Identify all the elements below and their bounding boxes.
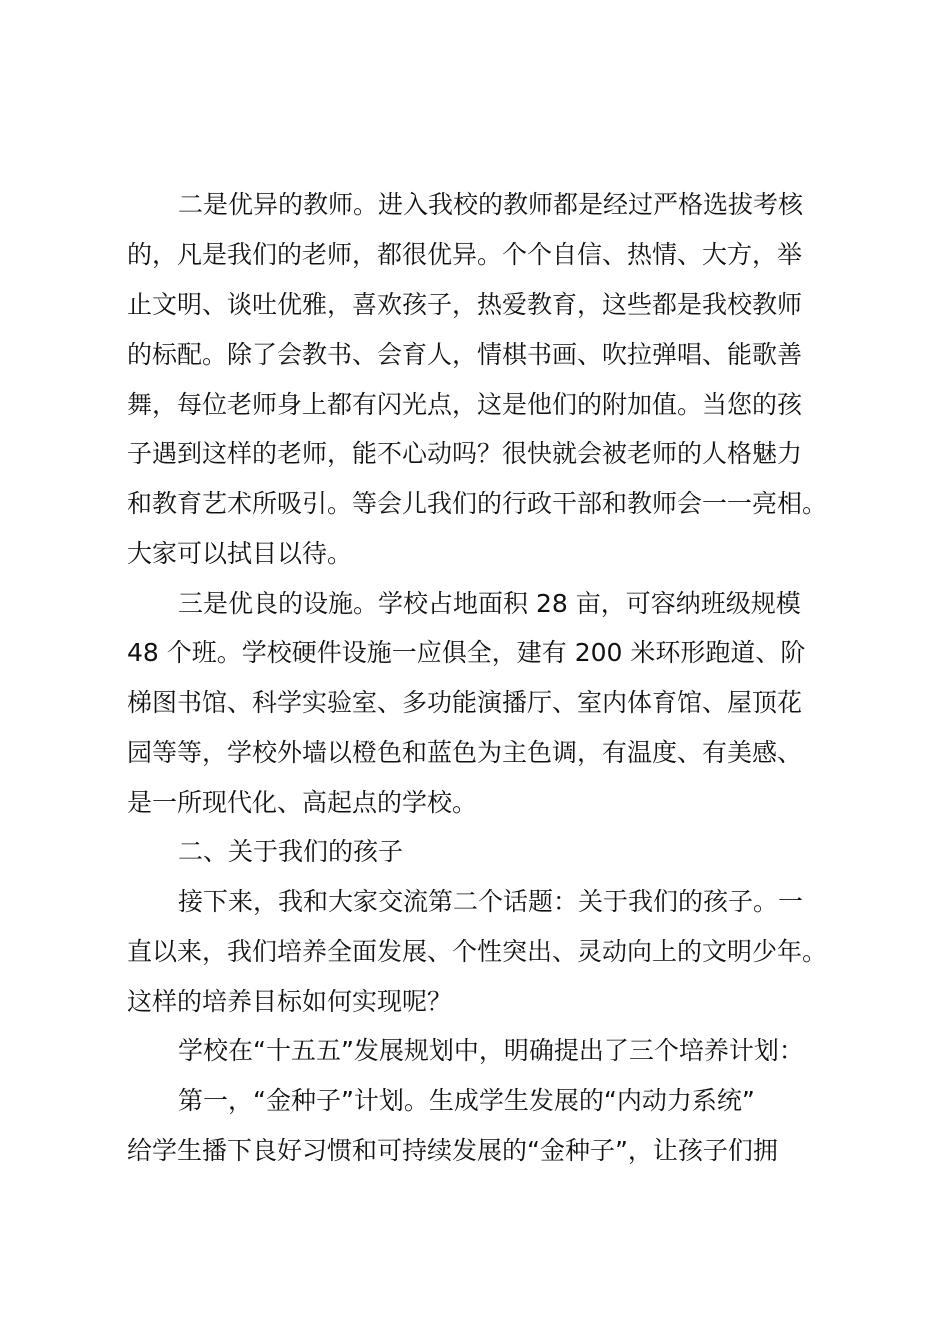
text-line: 给学生播下良好习惯和可持续发展的“金种子”，让孩子们拥 <box>127 1136 778 1165</box>
text-line: 48 个班。学校硬件设施一应俱全，建有 200 米环形跑道、阶 <box>127 638 806 667</box>
text-line: 子遇到这样的老师，能不心动吗？很快就会被老师的人格魅力 <box>127 439 803 468</box>
text-line: 三是优良的设施。学校占地面积 28 亩，可容纳班级规模 <box>178 589 801 618</box>
text-line: 学校在“十五五”发展规划中，明确提出了三个培养计划： <box>178 1036 804 1065</box>
text-line: 这样的培养目标如何实现呢？ <box>127 987 453 1016</box>
text-line: 是一所现代化、高起点的学校。 <box>127 788 478 817</box>
text-line: 直以来，我们培养全面发展、个性突出、灵动向上的文明少年。 <box>127 937 828 966</box>
text-line: 止文明、谈吐优雅，喜欢孩子，热爱教育，这些都是我校教师 <box>127 290 803 319</box>
text-line: 第一，“金种子”计划。生成学生发展的“内动力系统” <box>178 1086 755 1115</box>
section-heading: 二、关于我们的孩子 <box>178 837 404 866</box>
text-line: 接下来，我和大家交流第二个话题：关于我们的孩子。一 <box>178 887 804 916</box>
text-line: 园等等，学校外墙以橙色和蓝色为主色调，有温度、有美感、 <box>127 738 803 767</box>
text-line: 的，凡是我们的老师，都很优异。个个自信、热情、大方，举 <box>127 240 803 269</box>
text-line: 大家可以拭目以待。 <box>127 539 353 568</box>
text-line: 舞，每位老师身上都有闪光点，这是他们的附加值。当您的孩 <box>127 390 803 419</box>
text-line: 梯图书馆、科学实验室、多功能演播厅、室内体育馆、屋顶花 <box>127 688 803 717</box>
text-line: 二是优异的教师。进入我校的教师都是经过严格选拔考核 <box>178 190 804 219</box>
text-line: 的标配。除了会教书、会育人，情棋书画、吹拉弹唱、能歌善 <box>127 340 803 369</box>
text-line: 和教育艺术所吸引。等会儿我们的行政干部和教师会一一亮相。 <box>127 489 828 518</box>
